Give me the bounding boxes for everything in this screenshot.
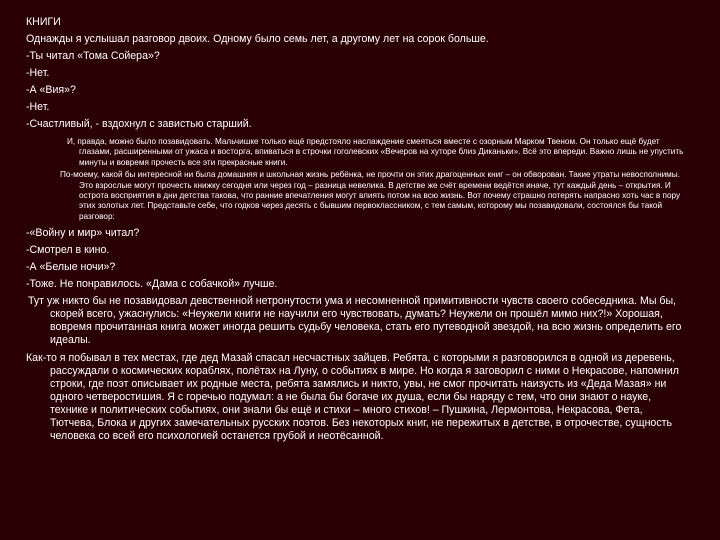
small-paragraph-1: И, правда, можно было позавидовать. Мальчишке только ещё предстояло наслаждение смеяться вместе с озорным Марком Твеном. Он только ещё будет глазами, расширенными от ужаса и восторга, впиваться в строчки гоголевских «Вечеров на хуторе близ Диканьки». Всё это впереди. Важно лишь не упустить минуты и вовремя прочесть все эти прекрасные книги. xyxy=(67,137,684,167)
dialog-line: -Счастливый, - вздохнул с завистью старший. xyxy=(26,118,252,130)
dialog-line: -Нет. xyxy=(26,101,50,113)
dialog-line: -Ты читал «Тома Сойера»? xyxy=(26,50,160,62)
dialog-line: -А «Вия»? xyxy=(26,84,76,96)
dialog-line: -Смотрел в кино. xyxy=(26,244,110,257)
dialog-line: -А «Белые ночи»? xyxy=(26,261,116,274)
dialog-line: -Тоже. Не понравилось. «Дама с собачкой» лучше. xyxy=(26,278,278,291)
dialog-line: -Нет. xyxy=(26,67,50,79)
intro-paragraph: Однажды я услышал разговор двоих. Одному было семь лет, а другому лет на сорок больше. xyxy=(26,33,489,45)
dialog-line: -«Войну и мир» читал? xyxy=(26,227,140,240)
paragraph-3: Тут уж никто бы не позавидовал девственной нетронутости ума и несомненной примитивности чувств своего собеседника. Мы бы, скорей всего, ужаснулись: «Неужели книги не научили его чувствовать, думать? Неужели он прошёл мимо них?!» Хорошая, вовремя прочитанная книга может иногда решить судьбу человека, стать его путеводной звездой, на всю жизнь определить его идеалы. xyxy=(28,295,682,347)
small-paragraph-2: По-моему, какой бы интересной ни была домашняя и школьная жизнь ребёнка, не прочти он этих драгоценных книг – он обворован. Такие утраты невосполнимы. Это взрослые могут прочесть книжку сегодня или через год – разница невелика. В детстве же счёт времени ведётся иначе, тут каждый день – открытия. И острота восприятия в дни детства такова, что ранние впечатления могут влиять потом на всю жизнь. Вот почему страшно потерять напрасно хоть час в пору этих золотых лет. Представьте себе, что годков через десять с бывшим первоклассником, с тем самым, которому мы позавидовали, состоялся бы такой разговор: xyxy=(60,170,681,221)
slide-title: КНИГИ xyxy=(26,16,61,28)
text-body xyxy=(26,16,694,447)
paragraph-4: Как-то я побывал в тех местах, где дед Мазай спасал несчастных зайцев. Ребята, с которыми я разговорился в одной из деревень, рассуждали о космических кораблях, полётах на Луну, о событиях в мире. Но когда я заговорил с ними о Некрасове, напомнил строки, где поэт описывает их родные места, ребята замялись и никто, увы, не смог прочитать наизусть из «Деда Мазая» ни одного четверостишия. Я с горечью подумал: а не была бы богаче их душа, если бы наряду с тем, что они знают о науке, технике и политических событиях, они знали бы ещё и стихи – много стихов! – Пушкина, Лермонтова, Некрасова, Фета, Тютчева, Блока и других замечательных русских поэтов. Без некоторых книг, не пережитых в детстве, в отрочестве, сущность человека со всей его психологией останется грубой и неотёсанной. xyxy=(26,352,679,443)
